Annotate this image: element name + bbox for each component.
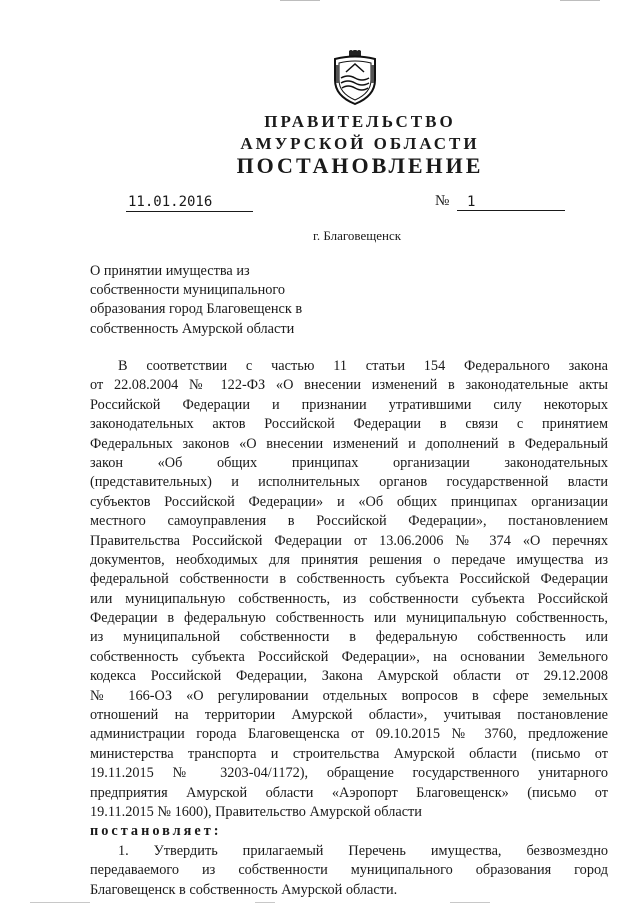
body-line: документов, необходимых для принятия решения о передаче имущества из	[90, 551, 608, 568]
body-line: субъектов Российской Федерации» и «Об общих принципах организации	[90, 493, 608, 510]
body-line: В соответствии с частью 11 статьи 154 Федерального закона	[118, 358, 608, 374]
body-line: 19.11.2015 № 1600), Правительство Амурской области	[90, 803, 422, 820]
body-line: Федеральных законов «О внесении изменений и дополнений в Федеральный	[90, 435, 608, 452]
subject-line: собственность Амурской области	[90, 320, 295, 337]
body-line: № 166-ОЗ «О регулировании отдельных вопросов в сфере земельных	[90, 687, 608, 704]
document-type: ПОСТАНОВЛЕНИЕ	[236, 153, 484, 178]
item-line: Благовещенск в собственность Амурской области.	[90, 881, 398, 898]
body-line: или муниципальную собственность, из собственности субъекта Российской	[90, 590, 608, 607]
body-line: федеральной собственности в собственность субъекта Российской Федерации	[90, 571, 608, 588]
resolve-word: постановляет:	[90, 823, 222, 840]
scan-mark	[280, 0, 320, 1]
scan-mark	[450, 902, 490, 903]
org-name-line1: ПРАВИТЕЛЬСТВО	[264, 112, 456, 131]
body-line: от 22.08.2004 № 122-ФЗ «О внесении изменений в законодательные акты	[90, 377, 608, 394]
body-line: Правительства Российской Федерации от 13.06.2006 № 374 «О перечнях	[90, 532, 608, 549]
body-line: Российской Федерации и признании утратившими силу некоторых	[90, 396, 608, 413]
document-number: 1	[457, 193, 565, 211]
scan-mark	[560, 0, 600, 1]
body-line: кодекса Российской Федерации, Закона Амурской области от 29.12.2008	[90, 668, 608, 685]
body-line: отношений на территории Амурской области», учитывая постановление	[90, 707, 608, 724]
body-line: из муниципальной собственности в федеральную собственность или	[90, 629, 608, 646]
subject-line: образования город Благовещенск в	[90, 301, 303, 318]
body-line: министерства транспорта и строительства Амурской области (письмо от	[90, 745, 608, 762]
number-sign: №	[435, 193, 450, 209]
body-line: законодательных актов Российской Федерации в связи с принятием	[90, 416, 608, 433]
body-line: Федерации в федеральную собственность или муниципальную собственность,	[90, 610, 608, 627]
scan-mark	[30, 902, 90, 903]
org-name-line2: АМУРСКОЙ ОБЛАСТИ	[240, 134, 480, 153]
body-line: администрации города Благовещенска от 09.10.2015 № 3760, предложение	[90, 726, 608, 743]
body-line: собственность субъекта Российской Федерации», на основании Земельного	[90, 648, 608, 665]
item-line: передаваемого из собственности муниципального образования город	[90, 862, 608, 879]
scan-mark	[255, 902, 275, 903]
subject-line: собственности муниципального	[90, 282, 286, 299]
item-line: 1. Утвердить прилагаемый Перечень имущества, безвозмездно	[118, 842, 608, 859]
city: г. Благовещенск	[313, 228, 402, 243]
body-line: 19.11.2015 № 3203-04/1172), обращение государственного унитарного	[90, 765, 608, 782]
body-text	[90, 357, 608, 900]
subject-block	[90, 262, 350, 339]
coat-of-arms-icon	[332, 50, 378, 106]
body-line: закон «Об общих принципах организации законодательных	[90, 454, 608, 471]
body-line: предприятия Амурской области «Аэропорт Благовещенск» (письмо от	[90, 784, 608, 801]
body-line: (представительных) и исполнительных органов государственной власти	[90, 474, 608, 491]
document-date: 11.01.2016	[126, 193, 253, 212]
subject-line: О принятии имущества из	[90, 263, 250, 279]
body-line: местного самоуправления в Российской Федерации», постановлением	[90, 513, 608, 530]
